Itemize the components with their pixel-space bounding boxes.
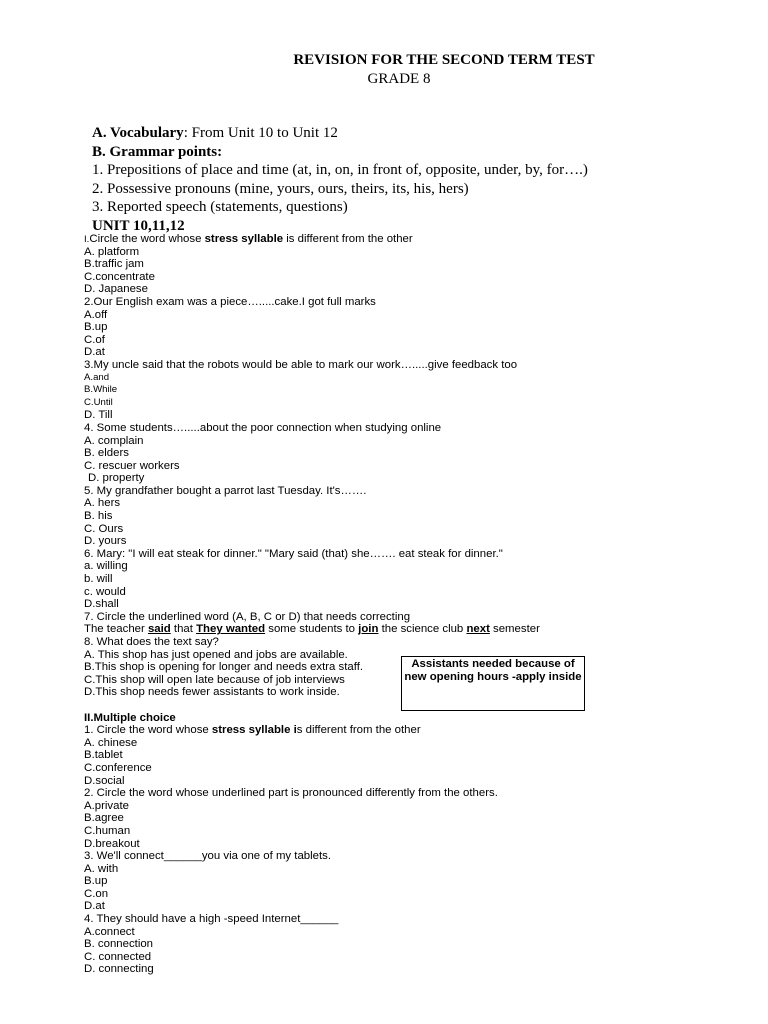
option: B.tablet: [84, 749, 123, 762]
option: A.off: [84, 308, 108, 321]
intro-section: [92, 124, 588, 236]
question-4: 4. Some students….....about the poor connection when studying online: [84, 421, 442, 434]
option: D.social: [84, 774, 125, 787]
option: D. property: [88, 472, 145, 485]
vocabulary-label: A. Vocabulary: [92, 125, 184, 141]
section-number: I.: [84, 234, 90, 245]
option: B. elders: [84, 447, 129, 460]
section-heading: II.Multiple choice: [84, 711, 176, 724]
option: C. connected: [84, 950, 152, 963]
option: b. will: [84, 573, 113, 586]
option: A.private: [84, 799, 129, 812]
option: C. rescuer workers: [84, 459, 180, 472]
unit-label: UNIT 10,11,12: [92, 217, 185, 234]
option: A. This shop has just opened and jobs are available.: [84, 648, 348, 661]
underlined-word-b: They wanted: [196, 623, 266, 636]
option: D.breakout: [84, 837, 140, 850]
error-sentence: The teacher said that They wanted some students to join the science club next semester: [84, 623, 540, 636]
option: D. Till: [84, 409, 113, 422]
option: B.While: [84, 384, 118, 396]
option: a. willing: [84, 560, 128, 573]
grammar-item: 2. Possessive pronouns (mine, yours, ours, theirs, its, his, hers): [92, 180, 469, 197]
option: D. Japanese: [84, 283, 148, 296]
vocabulary-text: : From Unit 10 to Unit 12: [183, 125, 338, 141]
option: A.and: [84, 371, 110, 383]
option: D. yours: [84, 535, 127, 548]
option: D.at: [84, 346, 105, 359]
grammar-item: 3. Reported speech (statements, questions): [92, 199, 348, 216]
question-1: 1. Circle the word whose stress syllable is different from the other: [84, 724, 421, 737]
stress-syllable-emphasis: stress syllable i: [211, 724, 297, 737]
page-subtitle: GRADE 8: [367, 71, 431, 87]
vocabulary-line: [92, 124, 588, 143]
option: C.Until: [84, 396, 113, 408]
question-2: 2.Our English exam was a piece….....cake.I got full marks: [84, 295, 376, 308]
question-3: 3.My uncle said that the robots would be able to mark our work….....give feedback too: [84, 358, 518, 371]
question-5: 5. My grandfather bought a parrot last Tuesday. It's…….: [84, 484, 367, 497]
question-2: 2. Circle the word whose underlined part is pronounced differently from the others.: [84, 787, 498, 800]
option: A. with: [84, 862, 119, 875]
question-6: 6. Mary: "I will eat steak for dinner." "Mary said (that) she……. eat steak for dinner.": [84, 547, 503, 560]
question-7: 7. Circle the underlined word (A, B, C or D) that needs correcting: [84, 610, 411, 623]
option: C.of: [84, 333, 105, 346]
option: C.conference: [84, 761, 152, 774]
option: A. complain: [84, 434, 144, 447]
option: C.concentrate: [84, 270, 155, 283]
stress-syllable-emphasis: stress syllable: [204, 233, 284, 245]
option: B.agree: [84, 812, 124, 825]
option: D. connecting: [84, 963, 154, 976]
option: D.shall: [84, 598, 119, 611]
option: C.human: [84, 824, 131, 837]
option: B. his: [84, 510, 113, 523]
option: C.on: [84, 887, 109, 900]
option: D.This shop needs fewer assistants to work inside.: [84, 686, 340, 699]
option: A. chinese: [84, 736, 138, 749]
notice-box: Assistants needed because of new opening hours -apply inside: [401, 656, 585, 711]
option: B.up: [84, 875, 108, 888]
option: D.at: [84, 900, 105, 913]
question-1: I.Circle the word whose stress syllable is different from the other: [84, 233, 413, 245]
option: B. connection: [84, 938, 154, 951]
option: B.This shop is opening for longer and needs extra staff.: [84, 661, 364, 674]
question-8: 8. What does the text say?: [84, 636, 219, 648]
option: A. platform: [84, 245, 140, 258]
option: c. would: [84, 585, 126, 598]
underlined-word-d: next: [466, 623, 490, 636]
option: B.traffic jam: [84, 258, 144, 271]
option: A.connect: [84, 925, 135, 938]
option: A. hers: [84, 497, 121, 510]
underlined-word-a: said: [147, 623, 171, 636]
option: C.This shop will open late because of job interviews: [84, 673, 345, 686]
underlined-word-c: join: [358, 623, 379, 636]
grammar-item: 1. Prepositions of place and time (at, in, on, in front of, opposite, under, by, for….): [92, 162, 588, 179]
page-title: REVISION FOR THE SECOND TERM TEST: [293, 52, 595, 68]
option: C. Ours: [84, 522, 124, 535]
exercise-section: [84, 233, 540, 976]
grammar-label: B. Grammar points:: [92, 143, 223, 160]
question-4: 4. They should have a high -speed Internet______: [84, 913, 339, 926]
option: B.up: [84, 321, 108, 334]
question-3: 3. We'll connect______you via one of my tablets.: [84, 850, 332, 863]
